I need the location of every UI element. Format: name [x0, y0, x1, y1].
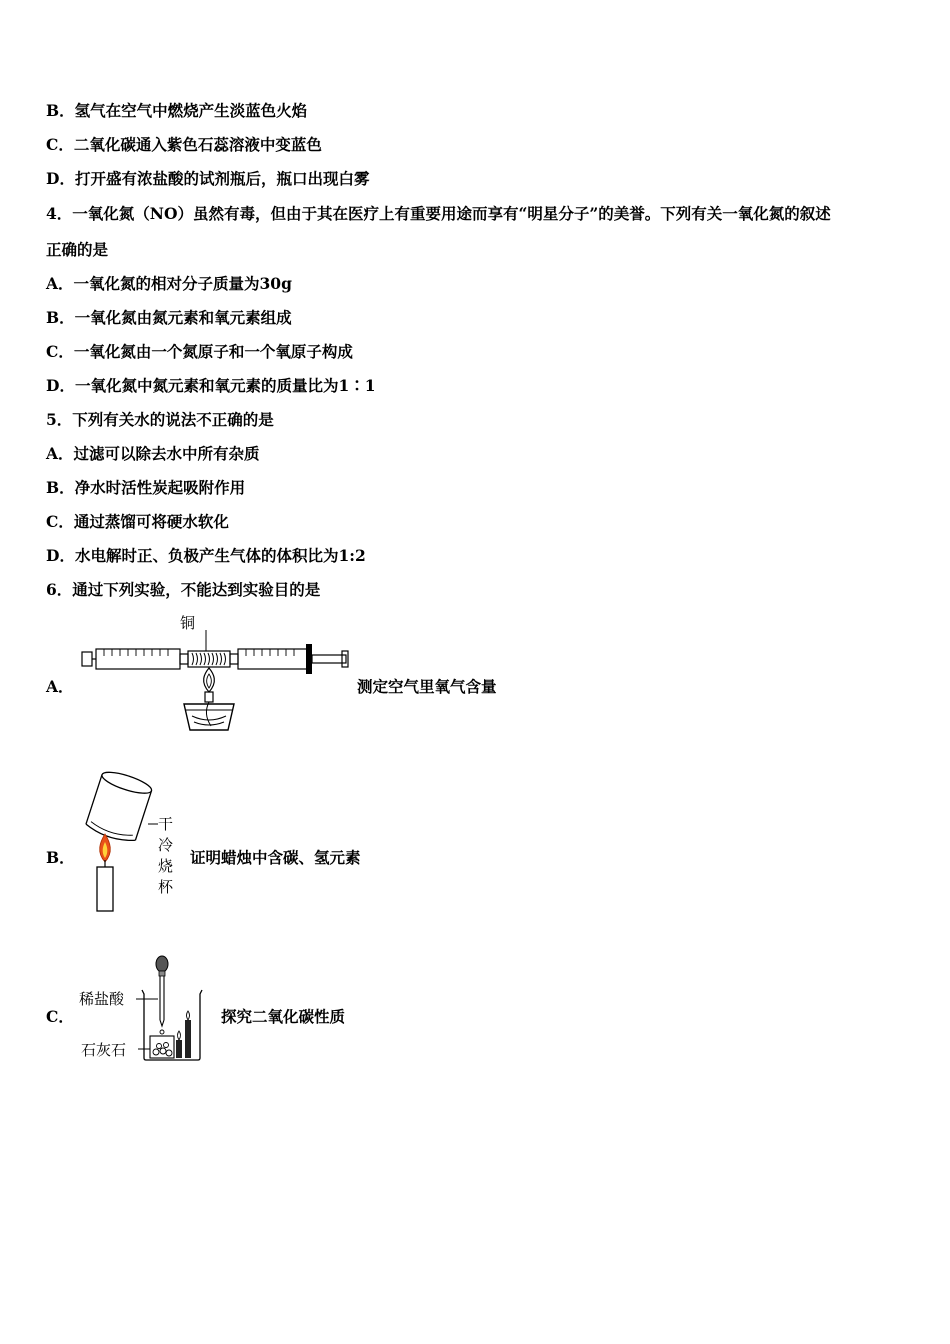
co2-properties-apparatus	[130, 952, 210, 1064]
q5-option-d: D．水电解时正、负极产生气体的体积比为1:2	[46, 546, 366, 565]
q6-option-a-label: A．	[46, 677, 74, 696]
dry-cold-beaker-label: 干冷烧杯	[158, 815, 174, 896]
candle-beaker-apparatus	[70, 770, 160, 915]
copper-oxidation-apparatus	[78, 630, 353, 735]
q4-option-a: A．一氧化氮的相对分子质量为30g	[46, 274, 292, 293]
q6-option-b-label: B．	[46, 848, 75, 867]
q6-option-b-caption: 证明蜡烛中含碳、氢元素	[190, 848, 361, 867]
q6-option-a-caption: 测定空气里氧气含量	[357, 677, 497, 696]
dilute-hcl-label: 稀盐酸	[79, 990, 125, 1008]
q4-option-c: C．一氧化氮由一个氮原子和一个氧原子构成	[46, 342, 353, 361]
q4-option-d: D．一氧化氮中氮元素和氧元素的质量比为1∶1	[46, 376, 376, 395]
q6-option-c-label: C．	[46, 1007, 74, 1026]
q6-stem: 6．通过下列实验，不能达到实验目的是	[46, 580, 321, 599]
q3-option-b: B．氢气在空气中燃烧产生淡蓝色火焰	[46, 101, 308, 120]
q4-stem: 4．一氧化氮（NO）虽然有毒，但由于其在医疗上有重要用途而享有“明星分子”的美誉。下列有关一氧化氮的叙述	[46, 204, 831, 223]
q5-stem: 5．下列有关水的说法不正确的是	[46, 410, 274, 429]
q3-option-d: D．打开盛有浓盐酸的试剂瓶后，瓶口出现白雾	[46, 169, 370, 188]
q5-option-a: A．过滤可以除去水中所有杂质	[46, 444, 260, 463]
q4-stem-continued: 正确的是	[46, 240, 109, 259]
q4-option-b: B．一氧化氮由氮元素和氧元素组成	[46, 308, 292, 327]
q6-option-c-caption: 探究二氧化碳性质	[221, 1007, 346, 1026]
q5-option-b: B．净水时活性炭起吸附作用	[46, 478, 246, 497]
q3-option-c: C．二氧化碳通入紫色石蕊溶液中变蓝色	[46, 135, 322, 154]
copper-label: 铜	[180, 614, 196, 632]
limestone-label: 石灰石	[81, 1041, 127, 1059]
q5-option-c: C．通过蒸馏可将硬水软化	[46, 512, 229, 531]
